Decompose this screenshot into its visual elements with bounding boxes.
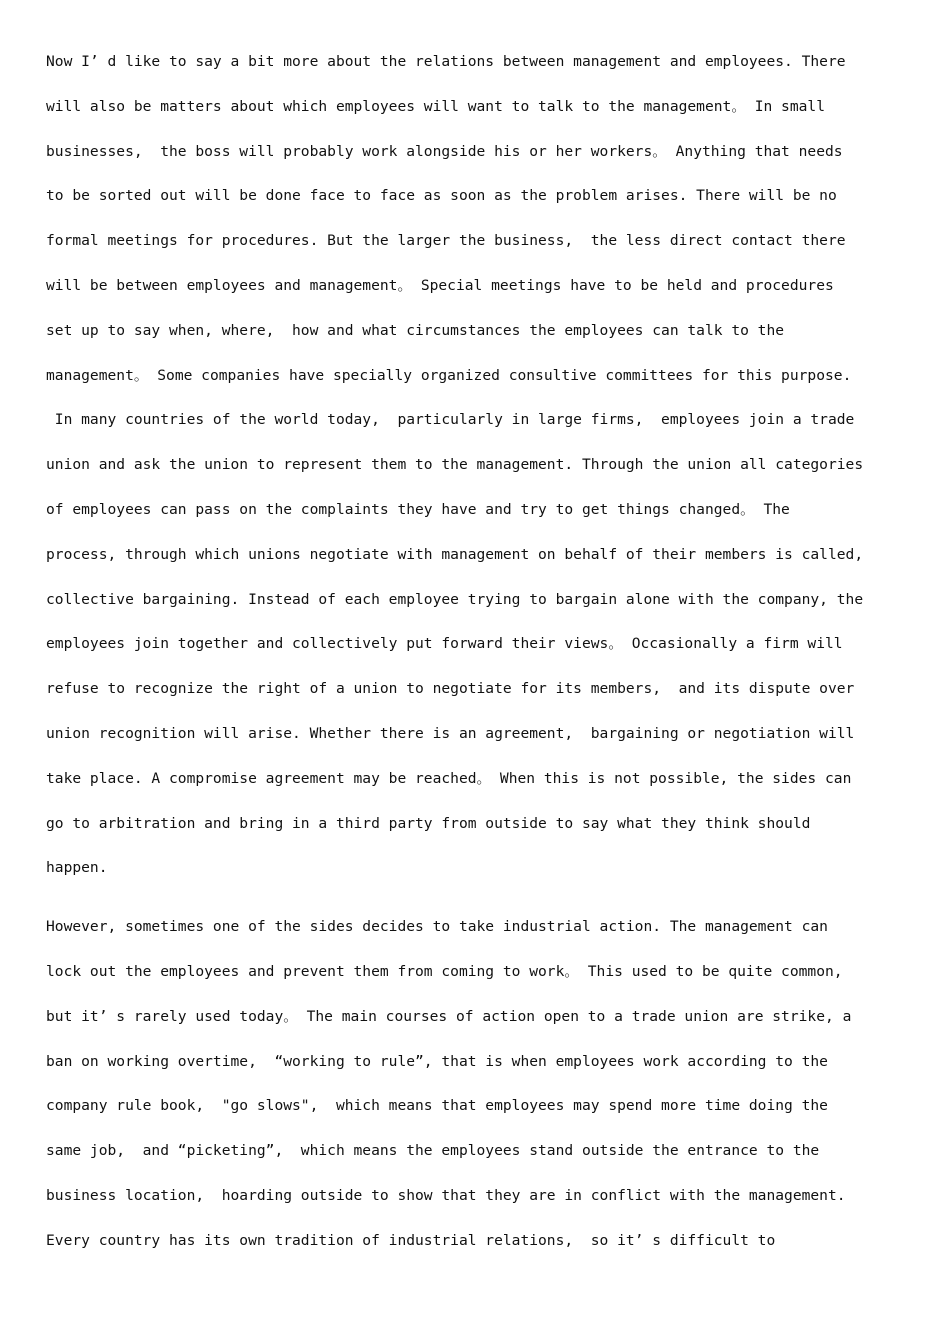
text-line: company rule book, "go slows", which means that employees may spend more time doing the [46, 1097, 828, 1115]
text-line: union recognition will arise. Whether there is an agreement, bargaining or negotiation will [46, 724, 855, 742]
text-line: of employees can pass on the complaints they have and try to get things changed。 The [46, 500, 790, 518]
text-line: employees join together and collectively put forward their views。 Occasionally a firm will [46, 635, 843, 653]
text-line: Every country has its own tradition of industrial relations, so it’ s difficult to [46, 1231, 776, 1249]
text-line: However, sometimes one of the sides decides to take industrial action. The management can [46, 918, 828, 936]
text-line: same job, and “picketing”, which means the employees stand outside the entrance to the [46, 1142, 820, 1160]
text-line: ban on working overtime, “working to rule”, that is when employees work according to the [46, 1052, 828, 1070]
text-line: take place. A compromise agreement may be reached。 When this is not possible, the sides can [46, 769, 852, 787]
text-line: will be between employees and management。 Special meetings have to be held and procedures [46, 276, 834, 294]
text-line: go to arbitration and bring in a third party from outside to say what they think should [46, 814, 811, 832]
text-line: formal meetings for procedures. But the larger the business, the less direct contact there [46, 232, 846, 250]
paragraph-spacer [46, 899, 906, 913]
text-line: management。 Some companies have specially organized consultive committees for this purpose. [46, 366, 852, 384]
text-line: In many countries of the world today, particularly in large firms, employees join a trade [46, 411, 855, 429]
paragraph-management-employee-relations [46, 48, 906, 899]
paragraph-industrial-action [46, 913, 906, 1271]
text-line: refuse to recognize the right of a union to negotiate for its members, and its dispute over [46, 680, 855, 698]
text-line: Now I’ d like to say a bit more about the relations between management and employees. There [46, 53, 846, 70]
text-line: to be sorted out will be done face to face as soon as the problem arises. There will be no [46, 187, 837, 205]
text-line: union and ask the union to represent them to the management. Through the union all categories [46, 456, 864, 474]
text-line: lock out the employees and prevent them from coming to work。 This used to be quite common, [46, 962, 843, 980]
text-line: happen. [46, 859, 108, 877]
document-page [46, 48, 906, 1272]
text-line: will also be matters about which employees will want to talk to the management。 In small [46, 97, 825, 115]
text-line: process, through which unions negotiate with management on behalf of their members is called, [46, 545, 864, 563]
text-line: but it’ s rarely used today。 The main courses of action open to a trade union are strike, a [46, 1007, 852, 1025]
text-line: collective bargaining. Instead of each employee trying to bargain alone with the company, the [46, 590, 864, 608]
text-line: set up to say when, where, how and what circumstances the employees can talk to the [46, 321, 785, 339]
text-line: business location, hoarding outside to show that they are in conflict with the management. [46, 1186, 846, 1204]
text-line: businesses, the boss will probably work alongside his or her workers。 Anything that needs [46, 142, 843, 160]
